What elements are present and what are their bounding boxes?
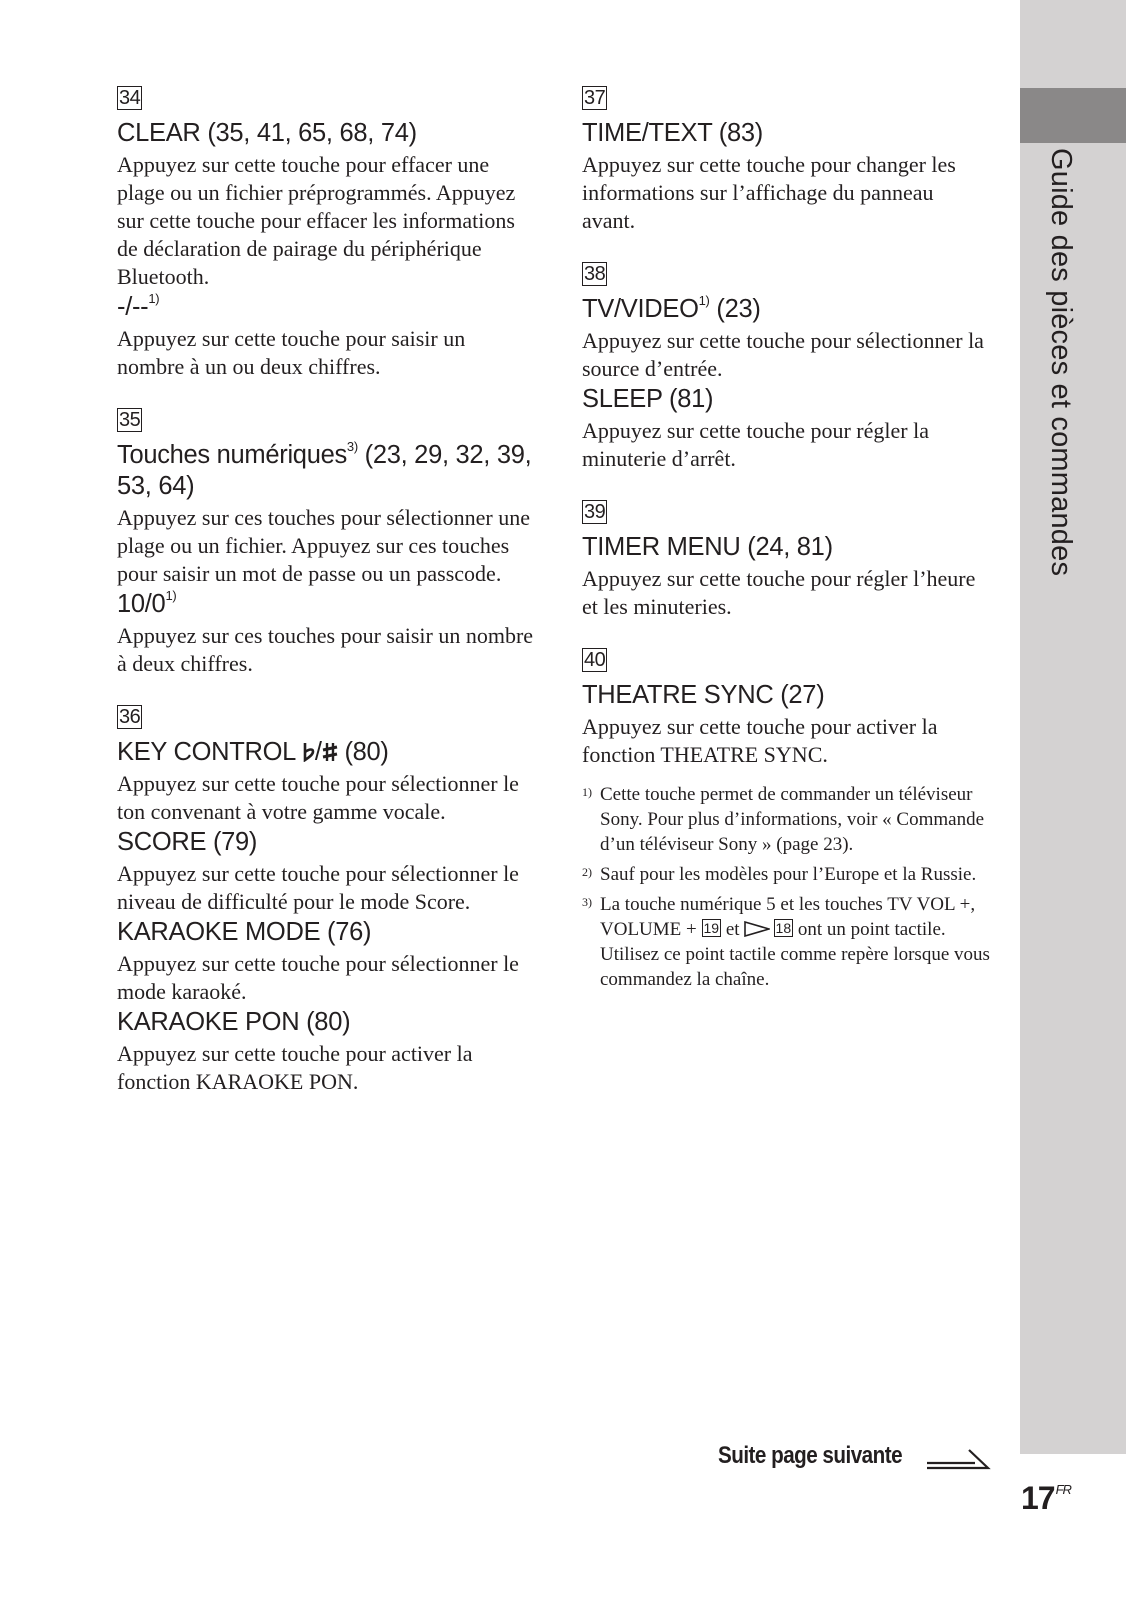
section-description: Appuyez sur cette touche pour changer les informations sur l’affichage du panneau avant. bbox=[582, 152, 956, 233]
item-number-box: 35 bbox=[119, 409, 141, 431]
footnote-mark: 3) bbox=[582, 895, 592, 909]
section-heading: THEATRE SYNC (27) bbox=[582, 681, 825, 709]
footnote-mark: 2) bbox=[582, 865, 592, 879]
play-icon bbox=[744, 921, 770, 937]
section-35 bbox=[117, 408, 537, 678]
section-heading: KEY CONTROL / (80) bbox=[117, 738, 389, 766]
item-number-box: 38 bbox=[584, 263, 606, 285]
footnote-ref: 1) bbox=[148, 290, 160, 306]
side-tab-marker bbox=[1020, 88, 1126, 143]
section-description: Appuyez sur ces touches pour sélectionner une plage ou un fichier. Appuyez sur ces touches pour saisir un mot de passe ou un passcode. bbox=[117, 505, 530, 586]
section-heading: TV/VIDEO$^{1)}$ (23) bbox=[582, 292, 761, 323]
sub-heading: -/--$^{1)}$ bbox=[117, 290, 160, 321]
item-number-box: 37 bbox=[584, 87, 606, 109]
sub-description: Appuyez sur ces touches pour saisir un nombre à deux chiffres. bbox=[117, 623, 534, 676]
karaoke-pon-description: Appuyez sur cette touche pour activer la fonction KARAOKE PON. bbox=[117, 1041, 473, 1094]
item-number-box: 19 bbox=[703, 920, 720, 936]
section-title-vertical: Guide des pièces et commandes bbox=[1045, 148, 1077, 577]
section-38 bbox=[582, 262, 992, 473]
footnote-ref: 1) bbox=[698, 292, 710, 308]
footnote-ref: 1) bbox=[165, 587, 177, 603]
footnotes bbox=[582, 782, 992, 992]
sub-description: Appuyez sur cette touche pour saisir un nombre à un ou deux chiffres. bbox=[117, 326, 466, 379]
sub-heading-karaoke-mode: KARAOKE MODE (76) bbox=[117, 918, 372, 946]
item-number-box: 36 bbox=[119, 706, 141, 728]
item-number-box: 39 bbox=[584, 501, 606, 523]
item-number-box: 40 bbox=[584, 649, 606, 671]
footnote-ref: 3) bbox=[346, 438, 358, 454]
sub-heading-score: SCORE (79) bbox=[117, 828, 258, 856]
section-heading: TIME/TEXT (83) bbox=[582, 119, 763, 147]
section-40 bbox=[582, 648, 992, 769]
item-number-box: 18 bbox=[775, 920, 792, 936]
sleep-description: Appuyez sur cette touche pour régler la minuterie d’arrêt. bbox=[582, 418, 929, 471]
section-description: Appuyez sur cette touche pour sélectionner le ton convenant à votre gamme vocale. bbox=[117, 771, 519, 824]
page-number: $17^{FR}$ bbox=[1021, 1480, 1071, 1516]
section-description: Appuyez sur cette touche pour régler l’heure et les minuteries. bbox=[582, 566, 976, 619]
footnote-mark: 1) bbox=[582, 785, 592, 799]
footnote-2: 2) Sauf pour les modèles pour l’Europe et la Russie. bbox=[582, 862, 992, 887]
section-description: Appuyez sur cette touche pour sélectionner la source d’entrée. bbox=[582, 328, 984, 381]
section-39 bbox=[582, 500, 992, 621]
section-description: Appuyez sur cette touche pour activer la fonction THEATRE SYNC. bbox=[582, 714, 938, 767]
page-language-suffix: FR bbox=[1055, 1482, 1071, 1497]
section-36 bbox=[117, 705, 537, 1096]
footnote-1: 1) Cette touche permet de commander un téléviseur Sony. Pour plus d’informations, voir « Commande d’un téléviseur Sony » (page 23). bbox=[582, 782, 992, 857]
sub-heading: 10/0$^{1)}$ bbox=[117, 587, 177, 618]
sharp-icon bbox=[322, 742, 338, 762]
left-column bbox=[117, 86, 537, 1097]
continue-arrow-icon bbox=[925, 1446, 991, 1472]
right-column bbox=[582, 86, 992, 997]
karaoke-mode-description: Appuyez sur cette touche pour sélectionner le mode karaoké. bbox=[117, 951, 519, 1004]
section-description: Appuyez sur cette touche pour effacer une plage ou un fichier préprogrammés. Appuyez sur cette touche pour effacer les informations de déclaration de pairage du périphérique Bluetooth. bbox=[117, 152, 516, 289]
section-heading: Touches numériques$^{3)}$ (23, 29, 32, 39, 53, 64) bbox=[117, 438, 532, 500]
section-heading: CLEAR (35, 41, 65, 68, 74) bbox=[117, 119, 417, 147]
sub-heading-karaoke-pon: KARAOKE PON (80) bbox=[117, 1008, 351, 1036]
flat-icon bbox=[302, 742, 315, 762]
section-34 bbox=[117, 86, 537, 381]
item-number-box: 34 bbox=[119, 87, 141, 109]
sub-heading-sleep: SLEEP (81) bbox=[582, 385, 714, 413]
section-37 bbox=[582, 86, 992, 235]
score-description: Appuyez sur cette touche pour sélectionner le niveau de difficulté pour le mode Score. bbox=[117, 861, 519, 914]
section-heading: TIMER MENU (24, 81) bbox=[582, 533, 833, 561]
continue-label: Suite page suivante bbox=[718, 1442, 903, 1469]
footnote-3: 3) La touche numérique 5 et les touches TV VOL +, VOLUME + 19 et 18 ont un point tactile. Utilisez ce point tactile comme repère lorsque vous commandez la chaîne. bbox=[582, 892, 992, 992]
